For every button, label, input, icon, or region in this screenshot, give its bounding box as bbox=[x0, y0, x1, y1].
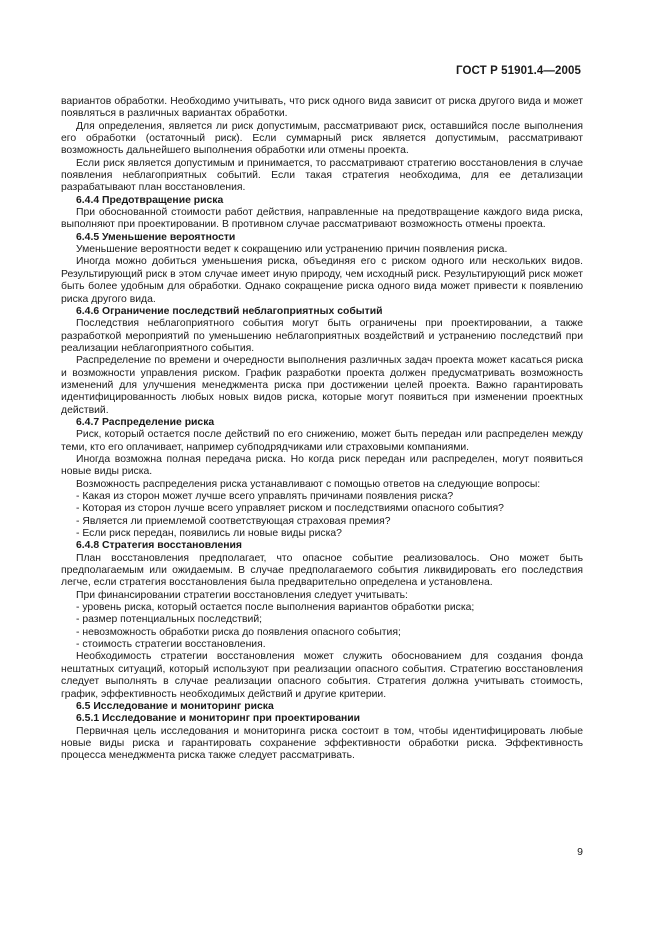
paragraph: Возможность распределения риска устанавливают с помощью ответов на следующие вопросы: bbox=[76, 478, 541, 490]
paragraph: Распределение по времени и очередности выполнения различных задач проекта может касаться риска и возможности управления риском. График разработки проекта должен предусматривать возможность изменений для улучшения менеджмента риска при достижении целей проекта. Важно гарантировать идентифицированность любых новых видов риска, которые могут появиться при изменении проектных действий. bbox=[61, 355, 583, 416]
section-heading: 6.4.8 Стратегия восстановления bbox=[76, 540, 242, 552]
paragraph: Иногда возможна полная передача риска. Но когда риск передан или распределен, могут появиться новые виды риска. bbox=[61, 453, 583, 478]
paragraph-continuation: вариантов обработки. Необходимо учитывать, что риск одного вида зависит от риска другого вида и может появляться в различных вариантах обработки. bbox=[61, 96, 583, 120]
paragraph: При обоснованной стоимости работ действия, направленные на предотвращение каждого вида риска, выполняют при проектировании. В противном случае рассматривают возможность отмены проекта. bbox=[61, 207, 583, 231]
section-heading: 6.4.7 Распределение риска bbox=[76, 416, 215, 428]
paragraph: Уменьшение вероятности ведет к сокращению или устранению причин появления риска. bbox=[76, 244, 508, 256]
document-number: ГОСТ Р 51901.4—2005 bbox=[456, 65, 581, 77]
list-item: - Какая из сторон может лучше всего управлять причинами появления риска? bbox=[76, 491, 454, 502]
section-heading: 6.5.1 Исследование и мониторинг при проектировании bbox=[76, 713, 361, 725]
paragraph: Необходимость стратегии восстановления может служить обоснованием для создания фонда нештатных ситуаций, который используют при реализации опасного события. Стратегию восстановления следует выполнять в случае реализации опасного события. Стратегия должна учитывать стоимость, график, эффективность необходимых действий и другие критерии. bbox=[61, 651, 583, 700]
list-item: - уровень риска, который остается после выполнения вариантов обработки риска; bbox=[76, 602, 475, 614]
section-heading: 6.4.6 Ограничение последствий неблагоприятных событий bbox=[76, 305, 383, 317]
list-item: - Которая из сторон лучше всего управляет риском и последствиями опасного события? bbox=[76, 503, 504, 515]
document-body bbox=[61, 96, 583, 763]
paragraph: Для определения, является ли риск допустимым, рассматривают риск, оставшийся после выполнения его обработки (остаточный риск). Если суммарный риск является допустимым, рассматривают возможность дальнейшего выполнения обработки или отмены проекта. bbox=[61, 120, 583, 157]
section-heading: 6.4.5 Уменьшение вероятности bbox=[76, 231, 236, 243]
paragraph: Последствия неблагоприятного события могут быть ограничены при проектировании, а также разработкой мероприятий по уменьшению неблагоприятных воздействий и устранению последствий при реализации неблагоприятного события. bbox=[61, 318, 583, 354]
paragraph: Первичная цель исследования и мониторинга риска состоит в том, чтобы идентифицировать любые новые виды риска и гарантировать сохранение эффективности обработки риска. Эффективность процесса менеджмента риска также следует рассматривать. bbox=[61, 725, 583, 762]
paragraph: Иногда можно добиться уменьшения риска, объединяя его с риском одного или нескольких видов. Результирующий риск в этом случае имеет иную природу, чем исходный риск. Результирующий риск может быть более удобным для обработки. Однако сокращение риска одного вида может привести к появлению риска другого вида. bbox=[61, 256, 583, 305]
list-item: - невозможность обработки риска до появления опасного события; bbox=[76, 626, 401, 638]
section-heading: 6.4.4 Предотвращение риска bbox=[76, 194, 224, 206]
paragraph: План восстановления предполагает, что опасное событие реализовалось. Оно может быть предполагаемым или ожидаемым. В случае предполагаемого события ликвидировать его последствия легче, если стратегия восстановления была предварительно определена и установлена. bbox=[61, 552, 583, 589]
list-item: - стоимость стратегии восстановления. bbox=[76, 639, 266, 651]
section-heading: 6.5 Исследование и мониторинг риска bbox=[76, 700, 274, 712]
paragraph: Риск, который остается после действий по его снижению, может быть передан или распределен между теми, кто его оплачивает, например субподрядчиками или страховыми компаниями. bbox=[61, 429, 583, 453]
paragraph: Если риск является допустимым и принимается, то рассматривают стратегию восстановления в случае появления неблагоприятных событий. Если такая стратегия необходима, для ее детализации разрабатывают план восстановления. bbox=[61, 157, 583, 194]
list-item: - Если риск передан, появились ли новые виды риска? bbox=[76, 528, 342, 540]
paragraph: При финансировании стратегии восстановления следует учитывать: bbox=[76, 589, 408, 601]
list-item: - размер потенциальных последствий; bbox=[76, 614, 263, 626]
page-number: 9 bbox=[577, 846, 583, 858]
list-item: - Является ли приемлемой соответствующая страховая премия? bbox=[76, 515, 391, 527]
